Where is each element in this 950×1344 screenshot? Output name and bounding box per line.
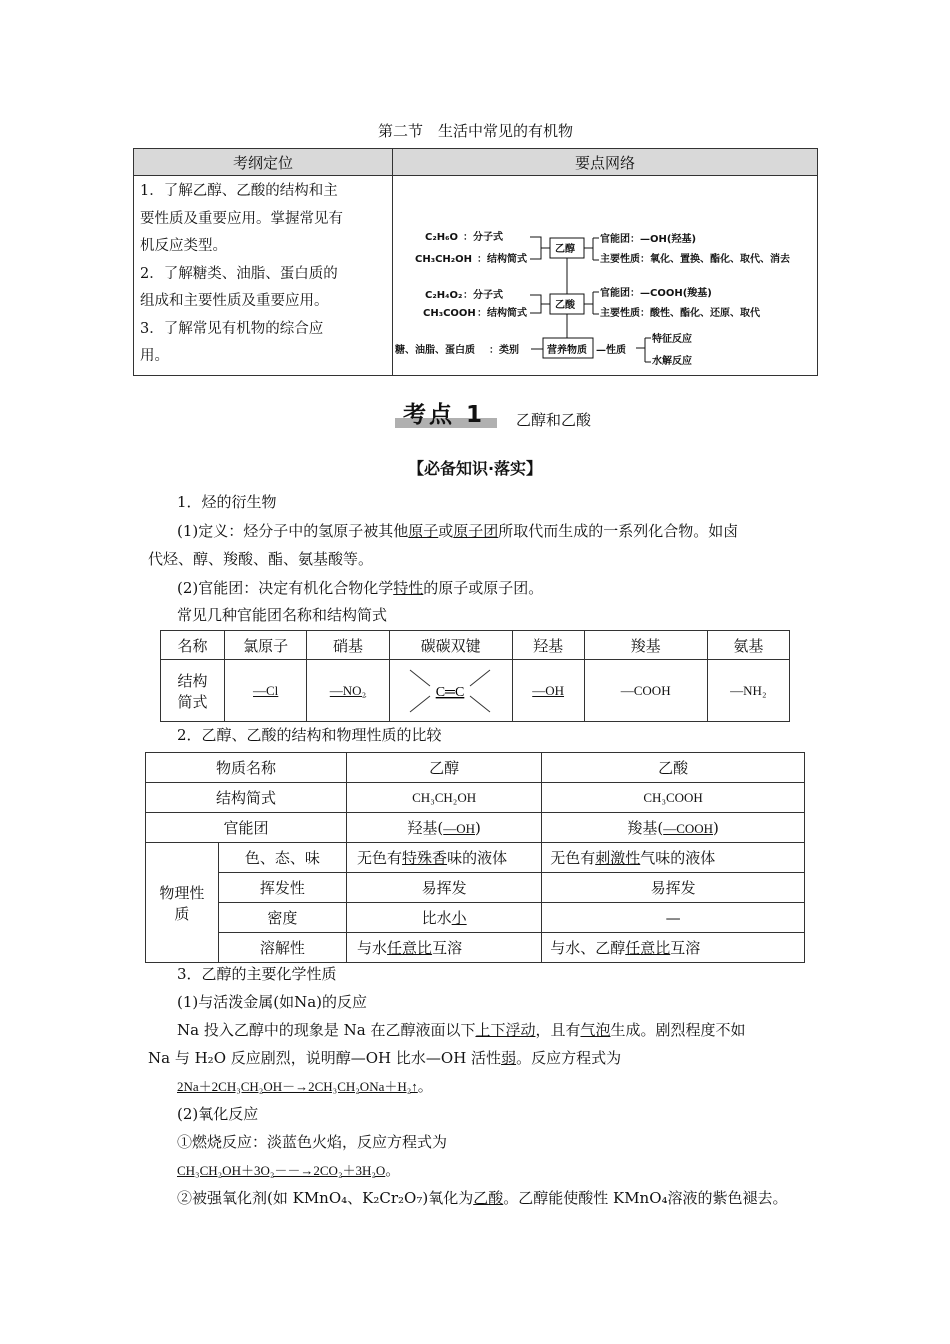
network-cell (393, 176, 818, 376)
comparison-table: 物质名称 乙醇 乙酸 结构简式 CH₃CH₂OH CH₃COOH 官能团 羟基(—OH) 羧基(—COOH) 物理性 质 色、态、味 无色有特殊香味的液体 无色有刺激性气味的液体 挥发性 易挥发 易挥发 密度 比水小 — 溶解性 与水任意比互溶 与水、乙醇任意比互溶 (145, 752, 805, 963)
p3-sub1: (1)与活泼金属(如Na)的反应 (177, 993, 368, 1011)
nutrients-branch1: 特征反应 (652, 334, 692, 345)
nutrients-left-label: ：类别 (489, 345, 519, 356)
fg-name-label: 名称 (161, 631, 225, 660)
p3-line1: Na 投入乙醇中的现象是 Na 在乙醇液面以下上下浮动，且有气泡生成。剧烈程度不如 (177, 1021, 746, 1039)
col-header-objectives: 考纲定位 (134, 149, 393, 176)
acid-simple-label: ：结构简式 (477, 308, 527, 319)
p3-oxidation: ②被强氧化剂(如 KMnO₄、K₂Cr₂O₇)氧化为乙酸。乙醇能使酸性 KMnO₄溶液的紫色褪去。 (177, 1189, 788, 1207)
ethanol-simple-label: ：结构简式 (477, 254, 527, 265)
acid-formula-label: ：分子式 (463, 290, 503, 301)
knowledge-network-diagram (393, 176, 817, 372)
col-header-network: 要点网络 (393, 149, 818, 176)
equation-sodium: 2Na＋2CH₃CH₂OH－→2CH₃CH₂ONa＋H₂↑。 (177, 1077, 433, 1095)
ethanol-props: 主要性质：氧化、置换、酯化、取代、消去 (600, 254, 790, 265)
objectives-cell: 1．了解乙醇、乙酸的结构和主 要性质及重要应用。掌握常见有 机反应类型。 2．了解糖类、油脂、蛋白质的 组成和主要性质及重要应用。 3．了解常见有机物的综合应 用。 (134, 176, 393, 376)
p3-burn: ①燃烧反应：淡蓝色火焰，反应方程式为 (177, 1133, 448, 1151)
acid-center: 乙酸 (555, 300, 575, 311)
nutrients-branch2: 水解反应 (652, 356, 692, 367)
p3-sub2: (2)氧化反应 (177, 1105, 259, 1123)
acid-props: 主要性质：酸性、酯化、还原、取代 (600, 308, 760, 319)
nutrients-mid: —性质 (596, 345, 626, 356)
acid-formula: C₂H₄O₂ (425, 290, 463, 301)
ethanol-simple: CH₃CH₂OH (415, 254, 473, 265)
p2-head: 2．乙醇、乙酸的结构和物理性质的比较 (177, 726, 442, 744)
ethanol-group: 官能团：—OH(羟基) (600, 234, 697, 245)
section-heading: 考点 1 (403, 402, 486, 428)
page-title: 第二节 生活中常见的有机物 (377, 122, 573, 140)
acid-group: 官能团：—COOH(羧基) (600, 288, 712, 299)
functional-group-table: 名称 氯原子 硝基 碳碳双键 羟基 羧基 氨基 结构 简式 —Cl —NO₂ C═C —OH —COOH —NH₂ (160, 630, 790, 722)
p1-common: 常见几种官能团名称和结构简式 (177, 606, 388, 624)
p3-head: 3．乙醇的主要化学性质 (177, 965, 337, 983)
p1-head: 1．烃的衍生物 (177, 493, 277, 511)
svg-text:C═C: C═C (435, 684, 464, 700)
bibei-heading: 【必备知识·落实】 (407, 459, 543, 478)
nutrients-left: 糖、油脂、蛋白质 (395, 345, 475, 356)
ethanol-formula-label: ：分子式 (463, 232, 503, 243)
double-bond-cell (389, 660, 512, 722)
ethanol-formula: C₂H₆O (425, 232, 458, 243)
section-subtitle: 乙醇和乙酸 (516, 411, 592, 429)
ethanol-center: 乙醇 (555, 244, 575, 255)
section-heading-badge (395, 396, 497, 430)
p1-definition: (1)定义：烃分子中的氢原子被其他原子或原子团所取代而生成的一系列化合物。如卤 (177, 522, 739, 540)
p1-definition-line2: 代烃、醇、羧酸、酯、氨基酸等。 (148, 550, 374, 568)
p1-functional-group: (2)官能团：决定有机化合物化学特性的原子或原子团。 (177, 579, 544, 597)
acid-simple: CH₃COOH (423, 308, 476, 319)
fg-struct-label: 结构 简式 (161, 660, 225, 722)
double-bond-structure (390, 662, 510, 720)
nutrients-center: 营养物质 (547, 345, 587, 356)
overview-table (133, 148, 818, 376)
p3-line2: Na 与 H₂O 反应剧烈，说明醇—OH 比水—OH 活性弱。反应方程式为 (148, 1049, 622, 1067)
equation-combustion: CH₃CH₂OH＋3O₂－－→2CO₂＋3H₂O。 (177, 1161, 401, 1179)
phys-label: 物理性 质 (146, 843, 219, 963)
